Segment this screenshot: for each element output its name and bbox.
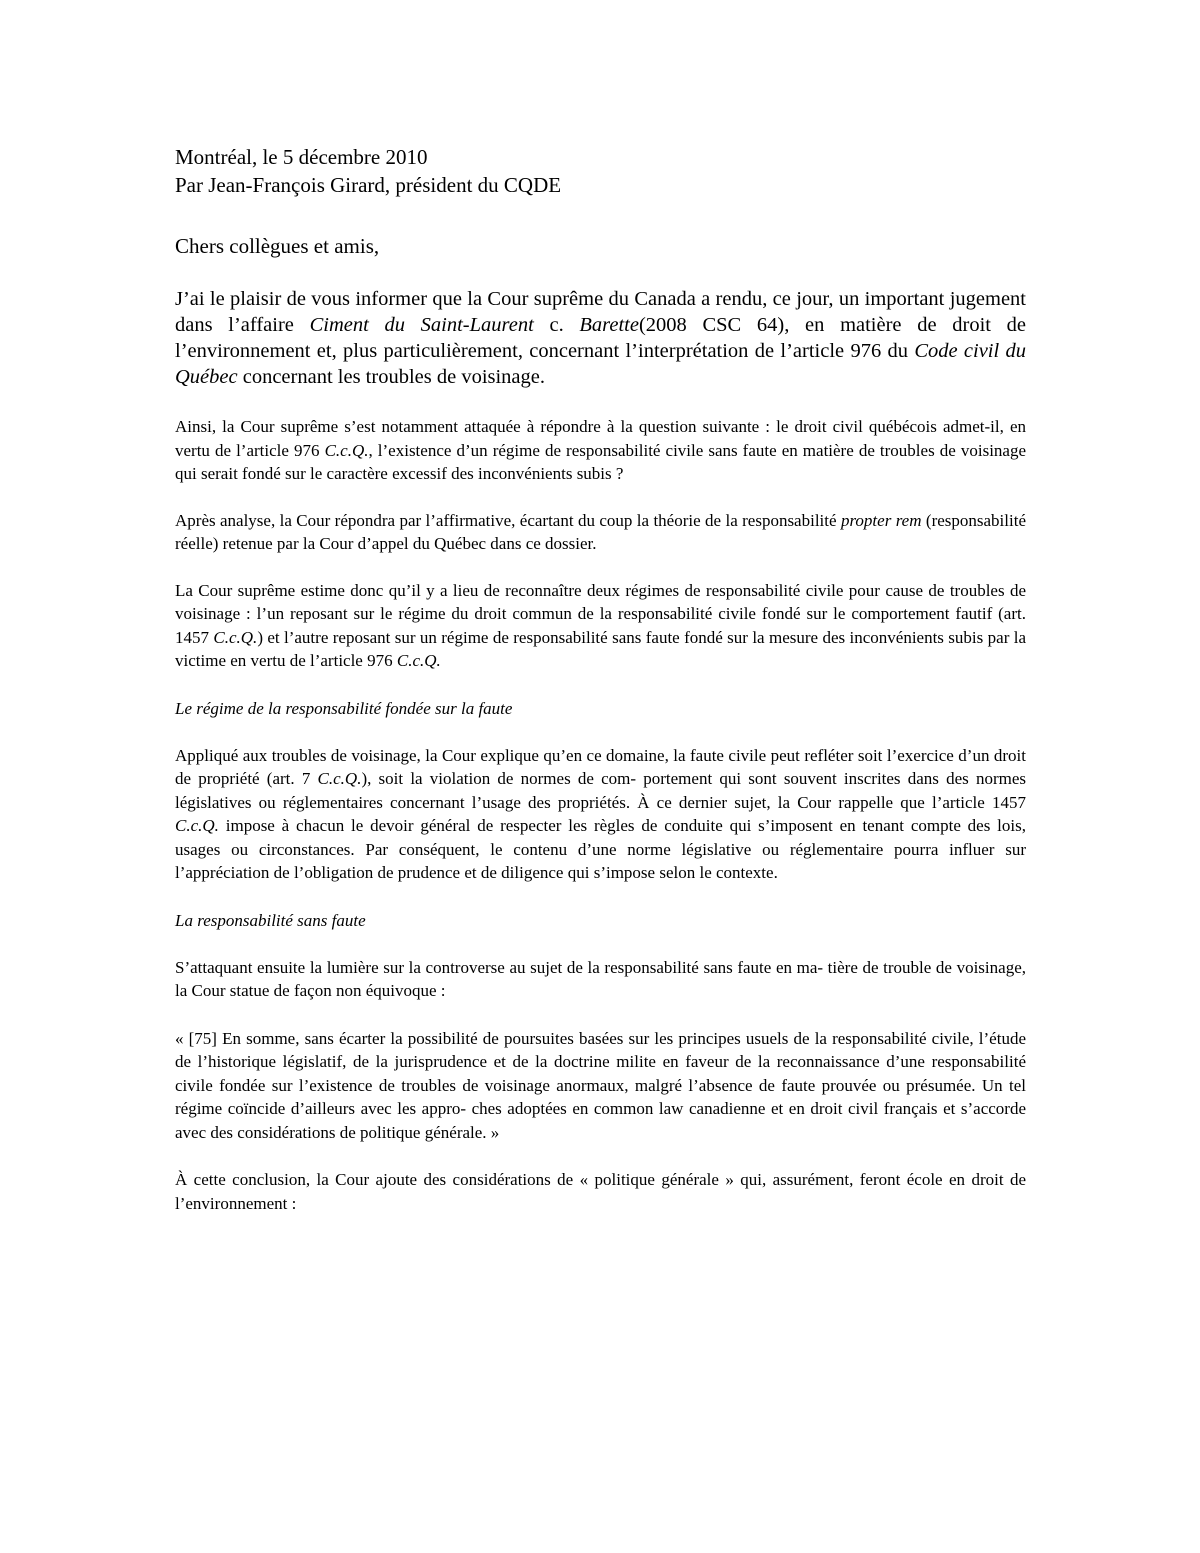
letter-body — [175, 143, 1026, 1215]
greeting: Chers collègues et amis, — [175, 234, 380, 258]
case-name-2: Barette — [579, 314, 639, 336]
place-date-line: Montréal, le 5 décembre 2010 — [175, 145, 428, 169]
no-fault-paragraph: S’attaquant ensuite la lumière sur la controverse au sujet de la responsabilité sans faute en ma- tière de trouble de voisinage, la Cour statue de façon non équivoque : — [175, 957, 1026, 1000]
latin-term: propter rem — [840, 510, 922, 530]
analysis-paragraph: Après analyse, la Cour répondra par l’affirmative, écartant du coup la théorie de la responsabilité propter rem (responsabilité réelle) retenue par la Cour d’appel du Québec dans ce dossier. — [175, 510, 1026, 553]
conclusion-paragraph: À cette conclusion, la Cour ajoute des considérations de « politique générale » qui, assurément, feront école en droit de l’environnement : — [175, 1170, 1026, 1213]
case-name-1: Ciment du Saint-Laurent — [309, 314, 534, 336]
section-heading-no-fault: La responsabilité sans faute — [175, 910, 366, 930]
intro-paragraph: J’ai le plaisir de vous informer que la Cour suprême du Canada a rendu, ce jour, un important jugement dans l’affaire Ciment du Saint-Laurent c. Barette(2008 CSC 64), en matière de droit de l’environnement et, plus particulièrement, concernant l’interprétation de l’article 976 du Code civil du Québec concernant les troubles de voisinage. — [175, 288, 1026, 388]
fault-paragraph: Appliqué aux troubles de voisinage, la Cour explique qu’en ce domaine, la faute civile peut refléter soit l’exercice d’un droit de propriété (art. 7 C.c.Q.), soit la violation de normes de com- portement qui sont souvent inscrites dans des normes législatives ou réglementaires concernant l’usage des propriétés. À ce dernier sujet, la Cour rappelle que l’article 1457 C.c.Q. impose à chacun le devoir général de respecter les règles de conduite qui s’imposent en tenant compte des lois, usages ou circonstances. Par conséquent, le contenu d’une norme législative ou réglementaire pourra influer sur l’appréciation de l’obligation de prudence et de diligence qui s’impose selon le contexte. — [175, 745, 1026, 882]
code-name: Code civil du Québec — [175, 340, 1026, 388]
court-quote: « [75] En somme, sans écarter la possibilité de poursuites basées sur les principes usuels de la responsabilité civile, l’étude de l’historique législatif, de la jurisprudence et de la doctrine milite en faveur de la reconnaissance d’une responsabilité civile fondée sur l’existence de troubles de voisinage anormaux, malgré l’absence de faute prouvée ou présumée. Un tel régime coïncide d’ailleurs avec les appro- ches adoptées en common law canadienne et en droit civil français et s’accorde avec des considérations de politique générale. » — [175, 1028, 1026, 1142]
question-paragraph: Ainsi, la Cour suprême s’est notamment attaquée à répondre à la question suivante : le droit civil québécois admet-il, en vertu de l’article 976 C.c.Q., l’existence d’un régime de responsabilité civile sans faute en matière de troubles de voisinage qui serait fondé sur le caractère excessif des inconvénients subis ? — [175, 417, 1027, 483]
author-line: Par Jean-François Girard, président du CQDE — [175, 173, 562, 197]
section-heading-fault: Le régime de la responsabilité fondée sur la faute — [175, 698, 513, 718]
two-regimes-paragraph: La Cour suprême estime donc qu’il y a lieu de reconnaître deux régimes de responsabilité civile pour cause de troubles de voisinage : l’un reposant sur le régime du droit commun de la responsabilité civile fondé sur le comportement fautif (art. 1457 C.c.Q.) et l’autre reposant sur un régime de responsabilité sans faute fondé sur la mesure des inconvénients subis par la victime en vertu de l’article 976 C.c.Q. — [175, 580, 1026, 670]
